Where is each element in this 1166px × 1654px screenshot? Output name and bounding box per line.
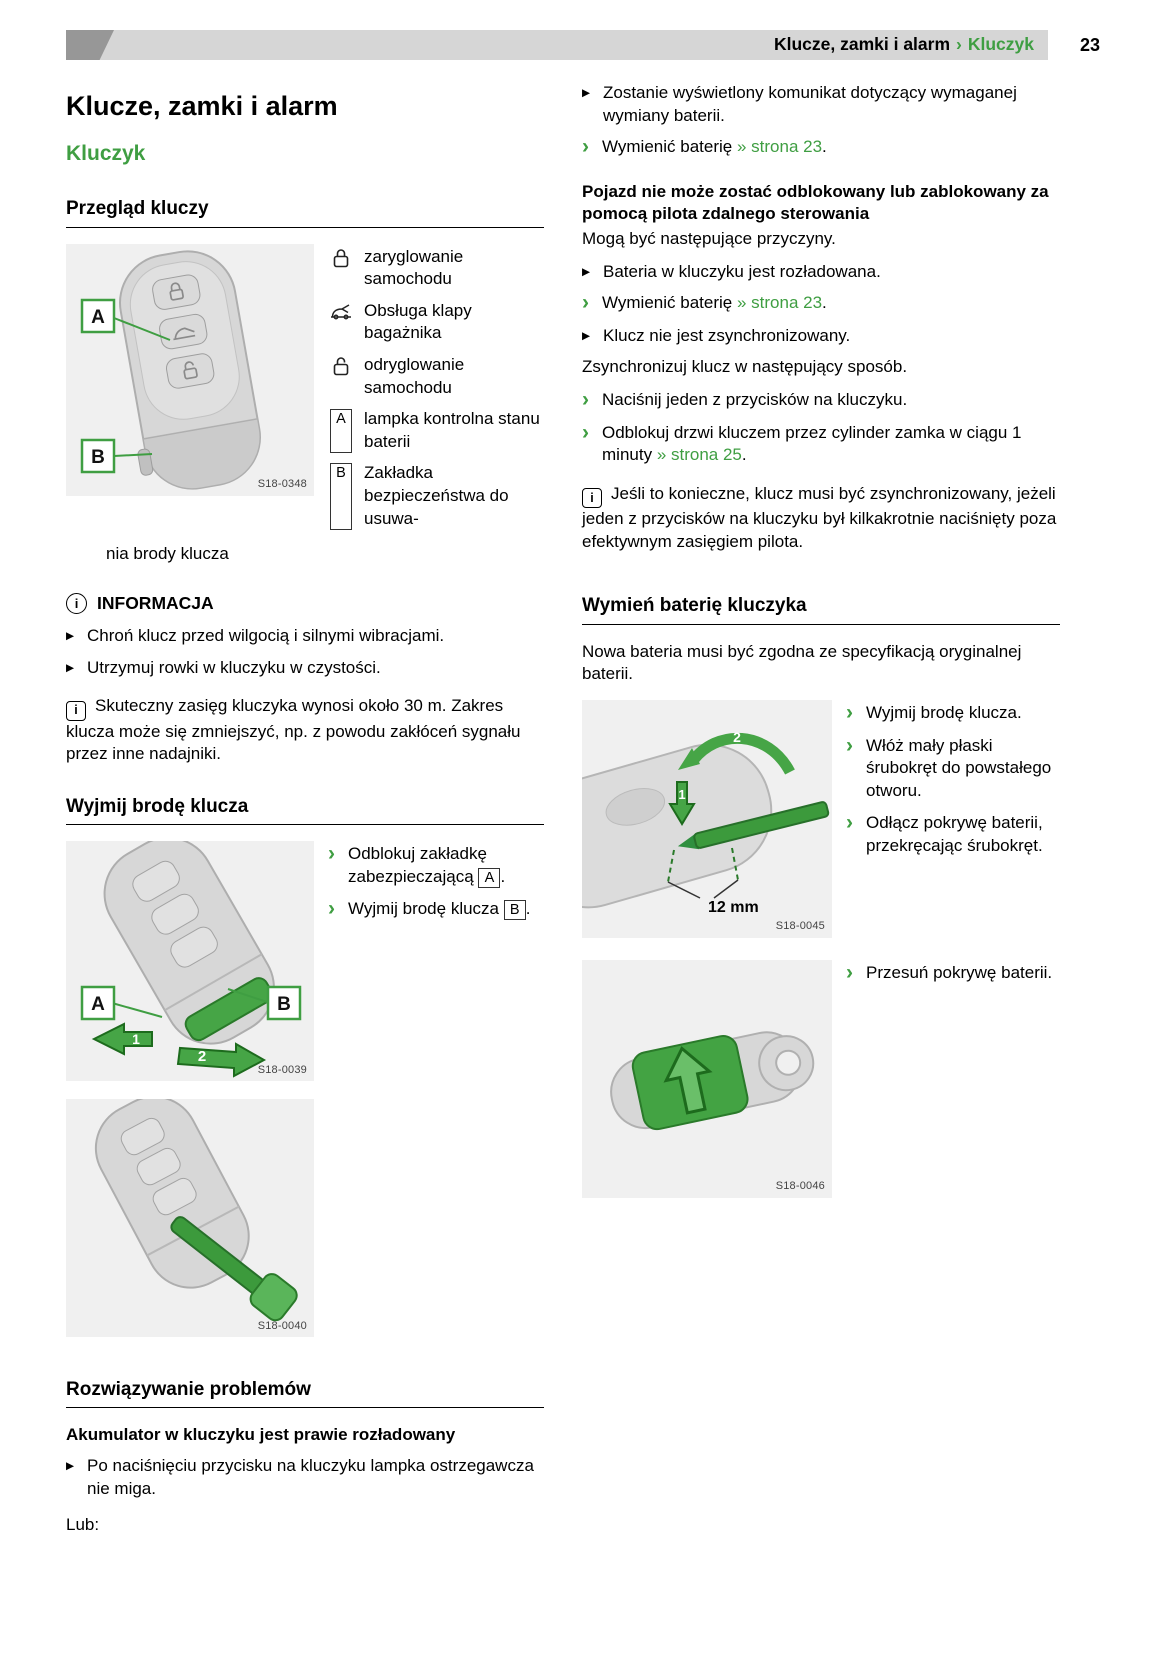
step-chevron-icon: › [846, 733, 853, 757]
callout-a: A [91, 306, 105, 328]
legend-text: lampka kontrolna stanu baterii [364, 409, 540, 451]
step-text: Wyjmij brodę klucza [348, 899, 499, 919]
page-reference-link[interactable]: » strona 23 [736, 293, 823, 313]
legend-item [328, 300, 544, 345]
legend-text: Zakładka bezpieczeństwa do usuwa- [364, 463, 509, 528]
marker-a: A [330, 409, 352, 453]
figure-code: S18-0040 [257, 1319, 307, 1332]
action-step [328, 843, 544, 888]
bullet-triangle-icon: ▶ [582, 87, 591, 99]
battery-warning-text: Zostanie wyświetlony komunikat dotyczący wymaganej wymiany baterii. [603, 83, 1017, 125]
cause-bullet [582, 325, 1060, 348]
action-step [582, 292, 1060, 315]
info-bullet [66, 657, 544, 680]
bullet-triangle-icon: ▶ [582, 265, 591, 278]
page-reference-link[interactable]: » strona 23 [736, 137, 823, 157]
action-step [582, 136, 1060, 159]
step-period: . [822, 293, 827, 313]
dimension-label: 12 mm [708, 898, 759, 916]
heading-remove-blade: Wyjmij brodę klucza [66, 794, 544, 825]
sync-intro: Zsynchronizuj klucz w następujący sposób. [582, 357, 908, 377]
info-bullet [66, 625, 544, 648]
screwdriver-figure-row [582, 700, 1060, 938]
legend-text: odryglowanie samochodu [364, 355, 465, 397]
left-column [66, 82, 544, 1537]
marker-b: B [330, 463, 352, 530]
troubleshooting-bullet-text: Po naciśnięciu przycisku na kluczyku lampka ostrzegawcza nie miga. [87, 1456, 534, 1498]
marker-a: A [478, 868, 500, 888]
information-header [66, 592, 544, 615]
figure-code: S18-0045 [775, 920, 825, 933]
step-chevron-icon: › [328, 897, 335, 921]
bullet-triangle-icon: ▶ [66, 661, 75, 674]
figure-slide-cover [582, 960, 832, 1198]
legend-continuation: nia brody klucza [106, 544, 229, 564]
step-chevron-icon: › [846, 700, 853, 724]
information-icon: i [66, 593, 87, 614]
step-chevron-icon: › [582, 291, 589, 315]
lock-open-icon [328, 354, 354, 399]
slide-cover-steps [846, 960, 1060, 1198]
remote-problem-intro: Mogą być następujące przyczyny. [582, 229, 836, 249]
step-chevron-icon: › [328, 842, 335, 866]
troubleshooting-bullet [66, 1455, 544, 1500]
screwdriver-open-illustration [582, 700, 832, 938]
figure-remove-blade [66, 841, 314, 1081]
arrow-1-number: 1 [678, 786, 686, 802]
legend-item [328, 354, 544, 399]
heading-troubleshooting: Rozwiązywanie problemów [66, 1377, 544, 1408]
arrow-2-number: 2 [197, 1048, 207, 1066]
note-text: Skuteczny zasięg kluczyka wynosi około 30 m. Zakres klucza może się zmniejszyć, np. z powodu zakłóceń sygnału przez inne nadajniki. [66, 696, 521, 764]
step-text: Wymienić baterię [602, 137, 733, 157]
step-text: Wyjmij brodę klucza. [866, 702, 1022, 722]
figure-code: S18-0046 [775, 1180, 825, 1193]
key-blade-release-illustration [66, 841, 314, 1081]
action-step [846, 735, 1060, 803]
heading-key-overview: Przegląd kluczy [66, 196, 544, 227]
key-and-blade-illustration [66, 1099, 314, 1337]
callout-b: B [277, 994, 291, 1016]
action-step [846, 812, 1060, 857]
step-period: . [741, 445, 747, 465]
step-chevron-icon: › [582, 135, 589, 159]
info-bullet-text: Utrzymuj rowki w kluczyku w czystości. [87, 657, 381, 677]
legend-text: zaryglowanie samochodu [364, 246, 464, 289]
figure-blade-removed [66, 1099, 314, 1337]
callout-b: B [91, 446, 105, 468]
bullet-triangle-icon: ▶ [582, 329, 591, 342]
step-chevron-icon: › [582, 388, 589, 412]
step-chevron-icon: › [846, 811, 853, 835]
arrow-1-number: 1 [132, 1031, 140, 1048]
arrow-1-shape [94, 1024, 152, 1054]
arrow-2-shape [178, 1044, 264, 1076]
arrow-2-number: 2 [733, 728, 741, 745]
trunk-lid-icon [328, 300, 354, 345]
marker-b: B [504, 900, 526, 920]
action-step [846, 962, 1060, 985]
legend-text: Obsługa klapy bagażnika [364, 300, 472, 343]
bullet-triangle-icon: ▶ [66, 1460, 75, 1473]
heading-replace-battery: Wymień baterię kluczyka [582, 593, 1060, 624]
note-icon: i [582, 488, 602, 508]
step-period: . [500, 866, 506, 886]
breadcrumb-separator-icon: › [956, 34, 962, 55]
step-text: Wymienić baterię [602, 293, 733, 313]
action-step [846, 702, 1060, 725]
note-icon: i [66, 701, 86, 721]
slide-cover-figure-row [582, 960, 1060, 1198]
step-text: Odblokuj drzwi kluczem przez cylinder zamka w ciągu 1 minuty [602, 422, 1022, 465]
or-label: Lub: [66, 1515, 100, 1535]
header-accent-shape [66, 30, 114, 60]
legend-item [328, 246, 544, 291]
troubleshooting-subheading: Akumulator w kluczyku jest prawie rozładowany [66, 1425, 456, 1445]
remove-blade-figure-row [66, 841, 544, 1081]
information-title: INFORMACJA [97, 592, 214, 613]
remote-problem-heading: Pojazd nie może zostać odblokowany lub zablokowany za pomocą pilota zdalnego sterowania [582, 181, 1049, 224]
step-chevron-icon: › [582, 420, 589, 444]
bullet-triangle-icon: ▶ [66, 630, 75, 643]
info-bullet-text: Chroń klucz przed wilgocią i silnymi wibracjami. [87, 626, 445, 646]
remove-blade-steps [328, 841, 544, 1081]
step-text: Włóż mały płaski śrubokręt do powstałego otworu. [866, 735, 1052, 800]
content-columns [66, 82, 1100, 1537]
figure-code: S18-0039 [257, 1063, 307, 1076]
slide-cover-illustration [582, 960, 832, 1198]
figure-open-cover [582, 700, 832, 938]
key-fob-illustration [66, 244, 314, 496]
chapter-title: Klucze, zamki i alarm [66, 91, 338, 121]
note-text: Jeśli to konieczne, klucz musi być zsynchronizowany, jeżeli jeden z przycisków na kluczyku był kilkakrotnie naciśnięty poza efektywnym zasięgiem pilota. [582, 483, 1057, 551]
range-note [66, 695, 544, 766]
header-bar [66, 30, 1048, 60]
page-reference-link[interactable]: » strona 25 [656, 445, 742, 465]
legend-item [328, 462, 544, 530]
page-number: 23 [1079, 35, 1100, 55]
battery-warning-bullet [582, 82, 1060, 127]
figure-key-overview [66, 244, 314, 496]
open-cover-steps [846, 700, 1060, 938]
legend-item [328, 408, 544, 453]
action-step [328, 898, 544, 921]
breadcrumb-section: Kluczyk [967, 34, 1034, 55]
page-header [66, 30, 1100, 60]
step-text: Naciśnij jeden z przycisków na kluczyku. [602, 390, 908, 410]
section-title: Kluczyk [66, 142, 146, 166]
action-step [582, 422, 1060, 467]
callout-a: A [91, 994, 105, 1016]
step-period: . [822, 137, 827, 157]
step-text: Odblokuj zakładkę zabezpieczającą [348, 844, 487, 886]
cause-bullet [582, 261, 1060, 284]
cause-text: Bateria w kluczyku jest rozładowana. [603, 261, 881, 281]
breadcrumb-chapter: Klucze, zamki i alarm [773, 34, 951, 55]
figure-code: S18-0348 [257, 477, 307, 490]
key-overview-figure-row [66, 244, 544, 540]
replace-battery-intro: Nowa bateria musi być zgodna ze specyfikacją oryginalnej baterii. [582, 641, 1022, 684]
right-column [582, 82, 1060, 1537]
action-step [582, 389, 1060, 412]
cause-text: Klucz nie jest zsynchronizowany. [603, 325, 851, 345]
sync-note [582, 483, 1060, 554]
lock-closed-icon [328, 246, 354, 291]
step-chevron-icon: › [846, 960, 853, 984]
step-text: Odłącz pokrywę baterii, przekręcając śrubokręt. [866, 813, 1043, 855]
key-overview-legend [328, 244, 544, 540]
step-period: . [525, 899, 531, 919]
step-text: Przesuń pokrywę baterii. [866, 962, 1053, 982]
breadcrumb [774, 33, 1034, 56]
